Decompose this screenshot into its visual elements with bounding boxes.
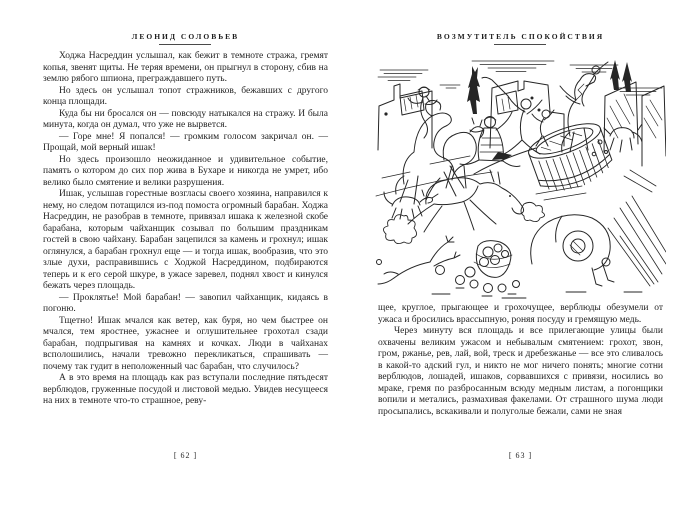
diagonal-hatching (608, 170, 666, 286)
body-paragraph: Но здесь произошло неожиданное и удивительное событие, память о котором до сих пор жива в Бухаре и никогда не умрет, ибо велико было смятение и велики разрушения. (43, 154, 328, 188)
body-paragraph: Тщетно! Ишак мчался как ветер, как буря, но чем быстрее он мчался, тем яростнее, ужаснее и оглушительнее грохотал сзади барабан, подпрыгивая на камнях и кочках. Люди в чайханах всполошились, начали тревожно перекликаться, спрашивать — почему так гудит в неположенный час барабан, что случилось? (43, 315, 328, 372)
illustration-drawing (374, 56, 666, 302)
right-head-rule (494, 44, 546, 45)
dog (384, 190, 438, 219)
camel-and-rider (396, 87, 464, 204)
left-running-head: ЛЕОНИД СОЛОВЬЕВ (131, 32, 240, 41)
left-page-text (43, 51, 328, 408)
body-paragraph: щее, круглое, прыгающее и грохочущее, верблюды обезумели от ужаса и бросились врассыпную, роняя посуду и гремящую медь. (378, 303, 663, 325)
tail-tuft (492, 152, 512, 160)
left-page-number: [ 62 ] (173, 451, 198, 460)
goat (604, 124, 642, 152)
body-paragraph: — Проклятье! Мой барабан! — завопил чайханщик, кидаясь в погоню. (43, 292, 328, 314)
left-head-rule (159, 44, 211, 45)
spilled-basket (456, 241, 520, 296)
fallen-man (377, 236, 461, 284)
drum (525, 117, 617, 199)
ground-dashes (432, 292, 642, 298)
right-running-head: ВОЗМУТИТЕЛЬ СПОКОЙСТВИЯ (436, 32, 605, 41)
right-page-text (378, 303, 663, 418)
body-paragraph: Ишак, услышав горестные возгласы своего хозяина, направился к нему, но следом потащился из-под помоста огромный барабан. Ходжа Насреддин, не разобрав в темноте, привязал ишака к железной скобе барабана, которым чайханщик созывал по большим праздникам гостей в свою чайхану. Барабан зацепился за камень и грохнул; ишак оглянулся, а барабан грохнул еще — и тогда ишак, вообразив, что это злые духи, расправившись с Ходжой Насреддином, подбираются теперь и к его серой шкуре, в ужасе заревел, поднял хвост и кинулся бежать через площадь. (43, 189, 328, 291)
body-paragraph: — Горе мне! Я попался! — громким голосом закричал он. — Прощай, мой верный ишак! (43, 131, 328, 153)
rearing-horse (560, 62, 608, 156)
running-boy (532, 110, 554, 146)
body-paragraph: А в это время на площадь как раз вступали последние пятьдесят верблюдов, груженные посудой и листовой медью. Увидев несущееся на них в темноте что-то страшное, реву- (43, 373, 328, 406)
body-paragraph: Через минуту вся площадь и все прилегающие улицы были охвачены великим ужасом и небывалым смятением: грохот, звон, гром, ржанье, рев, лай, вой, треск и дребезжанье — все это сливалось в какой-то адский гул, и никто не мог ничего понять; многие сотни верблюдов, лошадей, ишаков, сорвавшихся с привязи, носились во мраке, гремя по разбросанным всюду медным листам, а погонщики вопили и метались, размахивая факелами. От страшного шума люди просыпались, вскакивали и полуголые бежали, сами не зная (378, 326, 663, 417)
body-paragraph: Куда бы ни бросался он — повсюду натыкался на стражу. И была минута, когда он думал, что уже не вырвется. (43, 108, 328, 130)
bent-man (531, 215, 614, 286)
body-paragraph: Но здесь он услышал топот стражников, бежавших с другого конца площади. (43, 85, 328, 107)
body-paragraph: Ходжа Насреддин услышал, как бежит в темноте стража, гремят копья, звенят щиты. Не теряя времени, он прыгнул в сторону, сбив на землю рябого шпиона, преграждавшего путь. (43, 51, 328, 84)
right-page-number: [ 63 ] (508, 451, 533, 460)
